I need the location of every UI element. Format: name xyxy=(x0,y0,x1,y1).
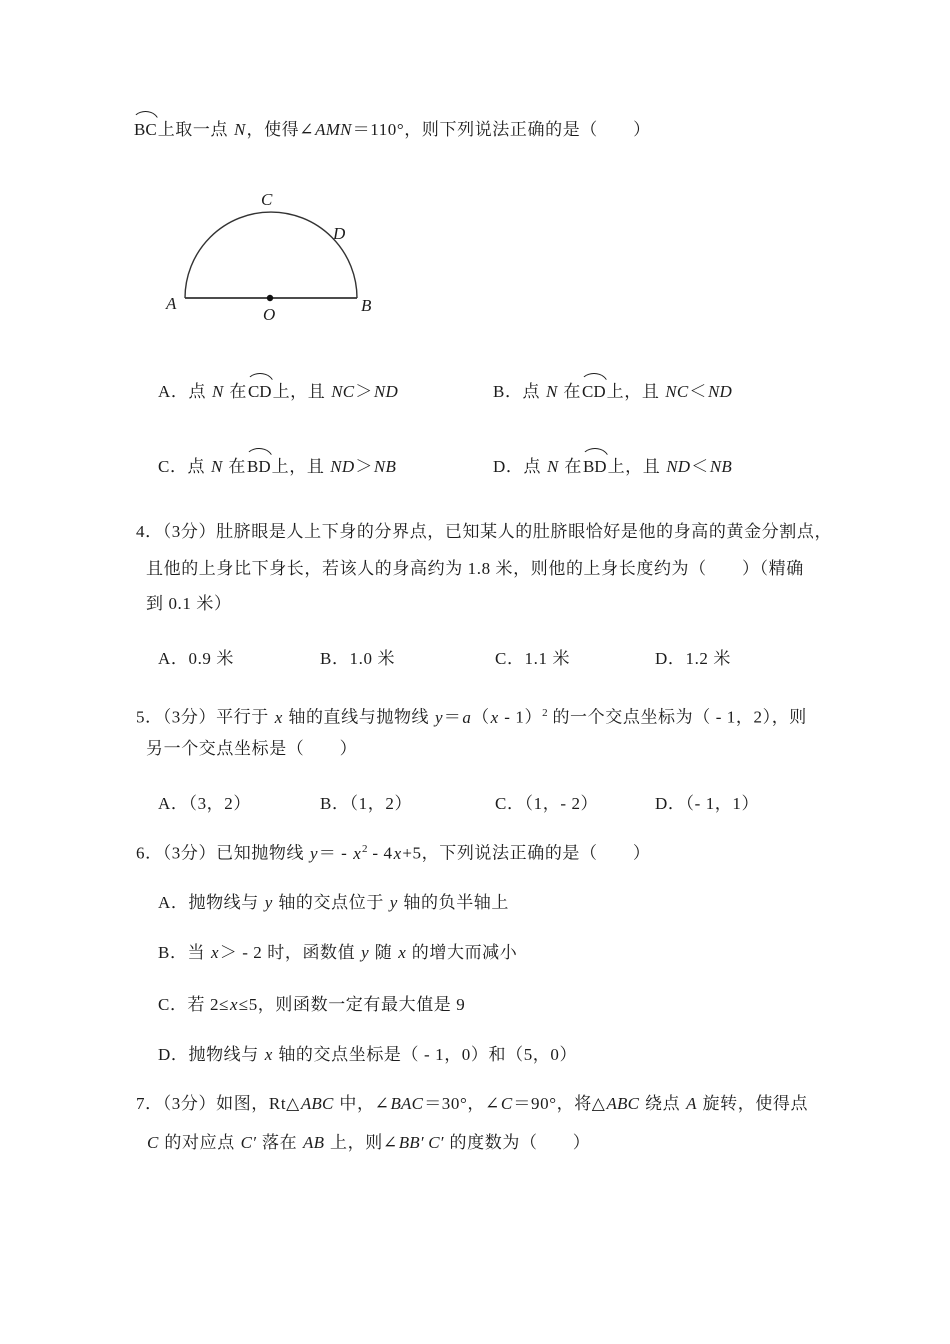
q5-option-c: C．（1，- 2） xyxy=(495,794,599,813)
q4-option-c: C．1.1 米 xyxy=(495,649,571,668)
q5-stem-line-2: 另一个交点坐标是（ ） xyxy=(146,739,358,758)
figure-label-a: A xyxy=(166,294,177,313)
q5-option-a: A．（3，2） xyxy=(158,794,251,813)
q4-option-b: B．1.0 米 xyxy=(320,649,396,668)
q5-option-d: D．（- 1，1） xyxy=(655,794,760,813)
figure-label-b: B xyxy=(361,296,372,315)
q4-option-a: A．0.9 米 xyxy=(158,649,234,668)
q6-option-d: D．抛物线与 x 轴的交点坐标是（ - 1，0）和（5，0） xyxy=(158,1045,578,1064)
semicircle-arc xyxy=(185,212,357,298)
q6-option-a: A．抛物线与 y 轴的交点位于 y 轴的负半轴上 xyxy=(158,893,509,912)
figure-label-d: D xyxy=(333,224,346,243)
q1-option-c: C．点 N 在BD上，且 ND＞NB xyxy=(158,449,397,479)
q7-stem-line-2: C 的对应点 C′ 落在 AB 上，则∠BB′ C′ 的度数为（ ） xyxy=(147,1133,591,1152)
q5-option-b: B．（1，2） xyxy=(320,794,413,813)
q1-stem-line: BC上取一点 N，使得∠AMN＝110°，则下列说法正确的是（ ） xyxy=(133,112,651,142)
q6-option-b: B．当 x＞ - 2 时，函数值 y 随 x 的增大而减小 xyxy=(158,943,518,962)
q1-option-a: A．点 N 在CD上，且 NC＞ND xyxy=(158,374,399,404)
q6-option-c: C．若 2≤x≤5，则函数一定有最大值是 9 xyxy=(158,995,466,1014)
q7-stem-line-1: 7．（3分）如图，Rt△ABC 中，∠BAC＝30°，∠C＝90°，将△ABC 绕点 A 旋转，使得点 xyxy=(136,1094,809,1113)
figure-label-c: C xyxy=(261,190,273,209)
q1-option-d: D．点 N 在BD上，且 ND＜NB xyxy=(493,449,733,479)
q5-stem-line-1: 5．（3分）平行于 x 轴的直线与抛物线 y＝a（x - 1）$^2$ 的一个交点坐标为（ - 1，2），则 xyxy=(136,707,807,727)
figure-label-o: O xyxy=(263,305,276,324)
q4-option-d: D．1.2 米 xyxy=(655,649,731,668)
q4-stem-line-1: 4．（3分）肚脐眼是人上下身的分界点，已知某人的肚脐眼恰好是他的身高的黄金分割点， xyxy=(136,522,833,541)
center-point-o-dot xyxy=(267,295,273,301)
q1-semicircle-figure xyxy=(156,186,386,331)
q1-option-b: B．点 N 在CD上，且 NC＜ND xyxy=(493,374,733,404)
q4-stem-line-2: 且他的上身比下身长，若该人的身高约为 1.8 米，则他的上身长度约为（ ）（精确 xyxy=(146,559,804,578)
q6-stem-line: 6．（3分）已知抛物线 $y= - x^2 - 4x+5$，下列说法正确的是（ ） xyxy=(136,843,651,863)
q4-stem-line-3: 到 0.1 米） xyxy=(146,594,232,613)
